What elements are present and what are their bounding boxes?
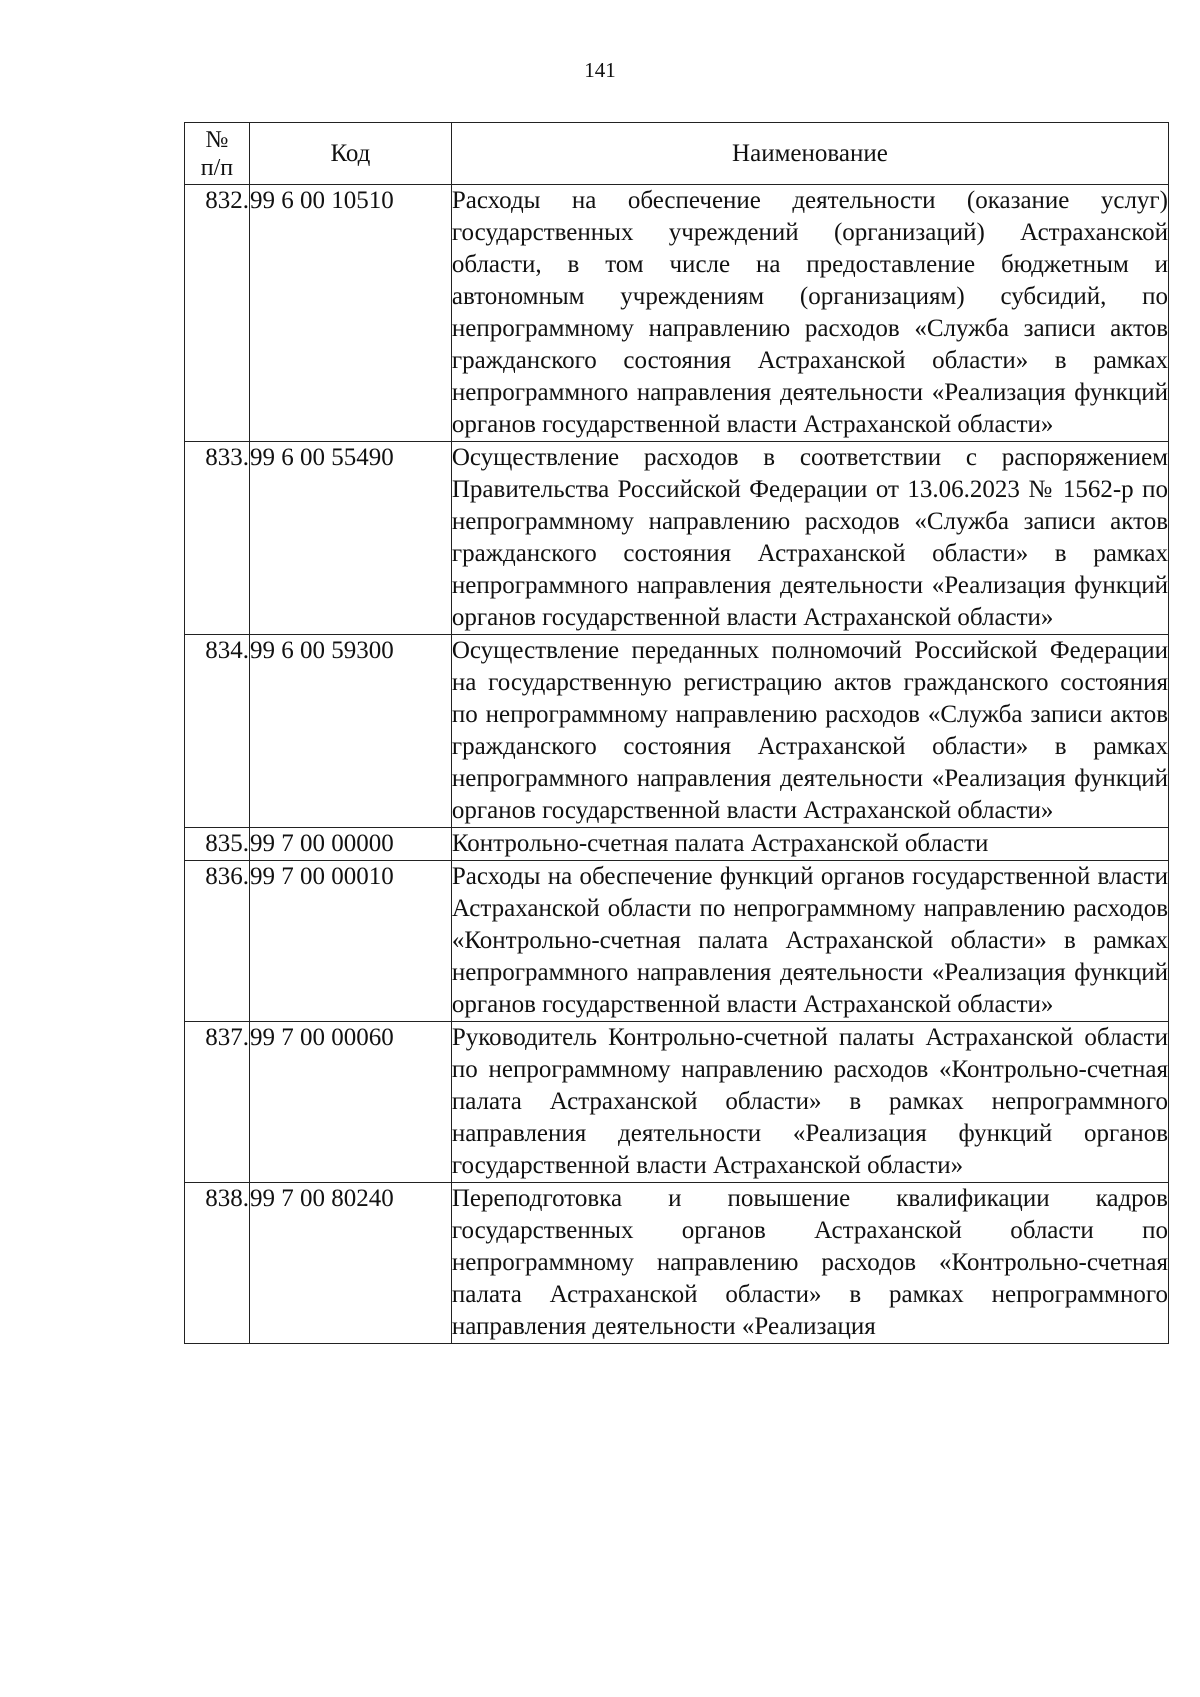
header-row-number	[185, 123, 250, 185]
row-number: 837.	[185, 1022, 250, 1183]
row-number: 836.	[185, 861, 250, 1022]
row-code: 99 7 00 00010	[249, 861, 451, 1022]
row-number: 834.	[185, 635, 250, 828]
table-row	[185, 861, 1169, 1022]
row-number: 832.	[185, 185, 250, 442]
budget-codes-table	[184, 122, 1169, 1344]
table-row	[185, 185, 1169, 442]
table-row	[185, 828, 1169, 861]
row-code: 99 6 00 59300	[249, 635, 451, 828]
table-row	[185, 442, 1169, 635]
row-name: Осуществление переданных полномочий Российской Федерации на государственную регистрацию актов гражданского состояния по непрограммному направлению расходов «Служба записи актов гражданского состояния Астраханской области» в рамках непрограммного направления деятельности «Реализация функций органов государственной власти Астраханской области»	[451, 635, 1168, 828]
table-row	[185, 1183, 1169, 1344]
row-number: 838.	[185, 1183, 250, 1344]
row-name: Осуществление расходов в соответствии с распоряжением Правительства Российской Федерации от 13.06.2023 № 1562-р по непрограммному направлению расходов «Служба записи актов гражданского состояния Астраханской области» в рамках непрограммного направления деятельности «Реализация функций органов государственной власти Астраханской области»	[451, 442, 1168, 635]
row-name: Расходы на обеспечение деятельности (оказание услуг) государственных учреждений (организаций) Астраханской области, в том числе на предоставление бюджетным и автономным учреждениям (организациям) субсидий, по непрограммному направлению расходов «Служба записи актов гражданского состояния Астраханской области» в рамках непрограммного направления деятельности «Реализация функций органов государственной власти Астраханской области»	[451, 185, 1168, 442]
header-num-symbol: №	[205, 126, 229, 153]
row-code: 99 6 00 10510	[249, 185, 451, 442]
table-header-row	[185, 123, 1169, 185]
row-name: Руководитель Контрольно-счетной палаты Астраханской области по непрограммному направлению расходов «Контрольно-счетная палата Астраханской области» в рамках непрограммного направления деятельности «Реализация функций органов государственной власти Астраханской области»	[451, 1022, 1168, 1183]
page-number: 141	[584, 58, 616, 82]
row-number: 833.	[185, 442, 250, 635]
header-name: Наименование	[451, 123, 1168, 185]
row-code: 99 6 00 55490	[249, 442, 451, 635]
row-name: Расходы на обеспечение функций органов государственной власти Астраханской области по непрограммному направлению расходов «Контрольно-счетная палата Астраханской области» в рамках непрограммного направления деятельности «Реализация функций органов государственной власти Астраханской области»	[451, 861, 1168, 1022]
header-code: Код	[249, 123, 451, 185]
row-number: 835.	[185, 828, 250, 861]
row-name: Контрольно-счетная палата Астраханской области	[451, 828, 1168, 861]
row-code: 99 7 00 00060	[249, 1022, 451, 1183]
row-name: Переподготовка и повышение квалификации кадров государственных органов Астраханской области по непрограммному направлению расходов «Контрольно-счетная палата Астраханской области» в рамках непрограммного направления деятельности «Реализация	[451, 1183, 1168, 1344]
header-num-abbrev: п/п	[200, 154, 234, 181]
row-code: 99 7 00 80240	[249, 1183, 451, 1344]
row-code: 99 7 00 00000	[249, 828, 451, 861]
table-row	[185, 1022, 1169, 1183]
table-row	[185, 635, 1169, 828]
